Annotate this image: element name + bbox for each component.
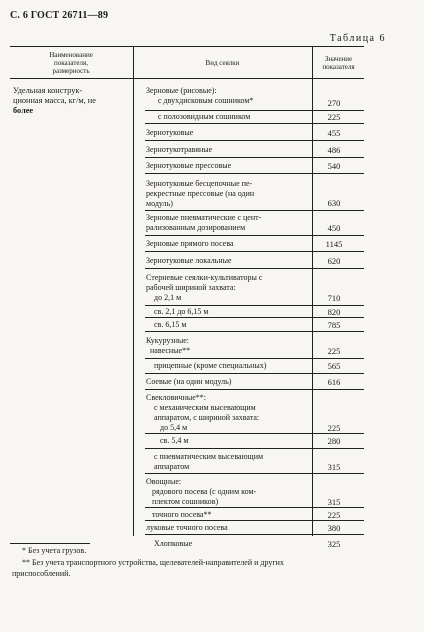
page-header: С. 6 ГОСТ 26711—89 — [10, 10, 109, 21]
seeder-type-text: Свекловичные**: — [146, 393, 207, 402]
seeder-type-text: Зерновые пневматические с цент- — [146, 213, 262, 222]
seeder-type-text: Зернотуковые бесцепочные пе- — [146, 179, 253, 188]
row-rule — [145, 373, 364, 374]
seeder-type-text: рядового посева (с одним ком- — [152, 487, 257, 496]
table-bottom-rule — [10, 543, 90, 544]
table-header-rule — [10, 78, 364, 79]
value-cell: 450 — [327, 223, 341, 233]
row-rule — [145, 389, 364, 390]
row-rule — [145, 235, 364, 236]
row-rule — [145, 448, 364, 449]
value-cell: 1145 — [325, 239, 343, 249]
column-header-value: Значение — [324, 55, 353, 63]
value-cell: 630 — [327, 198, 341, 208]
value-cell: 280 — [327, 436, 341, 446]
row-rule — [145, 520, 364, 521]
seeder-type-text: до 5,4 м — [160, 423, 188, 432]
value-cell: 225 — [327, 346, 341, 356]
seeder-type-text: точного посева** — [152, 510, 212, 519]
seeder-type-text: с двухдисковым сошником* — [158, 96, 254, 105]
footnote-2: ** Без учета транспортного устройства, щелевателей-направителей и других — [22, 558, 284, 567]
row-rule — [145, 317, 364, 318]
column-header-indicator: Наименование — [49, 51, 93, 59]
footnote-3: приспособлений. — [12, 569, 71, 578]
seeder-type-text: с пневматическим высевающим — [154, 452, 264, 461]
seeder-type-text: рализованным дозированием — [146, 223, 246, 232]
seeder-type-text: Стерневые сеялки-культиваторы с — [146, 273, 263, 282]
seeder-type-text: Хлопковые — [154, 539, 193, 548]
seeder-type-text: Зернотуковые — [146, 128, 194, 137]
column-header-value: показателя — [322, 63, 355, 71]
row-rule — [145, 473, 364, 474]
value-cell: 820 — [327, 307, 341, 317]
seeder-type-text: Соевые (на один модуль) — [146, 377, 232, 386]
value-cell: 785 — [327, 320, 341, 330]
seeder-type-text: Зернотуковые прессовые — [146, 161, 232, 170]
row-rule — [145, 534, 364, 535]
row-rule — [145, 305, 364, 306]
seeder-type-text: с полозовидным сошником — [158, 112, 251, 121]
value-cell: 620 — [327, 256, 341, 266]
row-rule — [145, 331, 364, 332]
seeder-type-text: навесные** — [150, 346, 191, 355]
seeder-type-text: Зерновые (рисовые): — [146, 86, 217, 95]
value-cell: 710 — [327, 293, 341, 303]
seeder-type-text: рекрестные прессовые (на один — [146, 189, 255, 198]
row-rule — [145, 123, 364, 124]
value-cell: 225 — [327, 112, 341, 122]
value-cell: 540 — [327, 161, 341, 171]
value-cell: 225 — [327, 510, 341, 520]
indicator-text: ционная масса, кг/м, не — [13, 96, 96, 105]
seeder-type-text: Зернотукотравяные — [146, 145, 213, 154]
seeder-type-text: аппаратом — [154, 462, 190, 471]
seeder-type-text: луковые точного посева — [146, 523, 228, 532]
table-title: Таблица 6 — [329, 33, 386, 44]
seeder-type-text: св. 5,4 м — [160, 436, 189, 445]
row-rule — [145, 358, 364, 359]
row-rule — [145, 173, 364, 174]
row-rule — [145, 268, 364, 269]
footnote-1: * Без учета грузов. — [22, 546, 87, 555]
seeder-type-text: плектом сошников) — [152, 497, 219, 506]
seeder-type-text: Зернотуковые локальные — [146, 256, 232, 265]
value-cell: 565 — [327, 361, 341, 371]
row-rule — [145, 251, 364, 252]
col-divider-1 — [133, 46, 134, 536]
value-cell: 325 — [327, 539, 341, 549]
row-rule — [145, 157, 364, 158]
seeder-type-text: модуль) — [146, 199, 173, 208]
seeder-type-text: с механическим высевающим — [154, 403, 256, 412]
column-header-indicator: размерность — [52, 67, 90, 75]
row-rule — [145, 140, 364, 141]
seeder-type-text: Овощные: — [146, 477, 182, 486]
col-divider-2 — [312, 46, 313, 536]
seeder-type-text: рабочей шириной захвата: — [146, 283, 236, 292]
value-cell: 455 — [327, 128, 341, 138]
value-cell: 616 — [327, 377, 341, 387]
row-rule — [145, 507, 364, 508]
value-cell: 315 — [327, 462, 341, 472]
row-rule — [145, 110, 364, 111]
seeder-type-text: Зерновые прямого посева — [146, 239, 234, 248]
value-cell: 315 — [327, 497, 341, 507]
column-header-seeder-type: Вид сеялки — [205, 59, 240, 67]
indicator-text: Удельная конструк- — [13, 86, 83, 95]
column-header-indicator: показателя, — [54, 59, 88, 67]
indicator-text: более — [13, 106, 34, 115]
value-cell: 486 — [327, 145, 341, 155]
seeder-type-text: Кукурузные: — [146, 336, 189, 345]
seeder-type-text: прицепные (кроме специальных) — [154, 361, 267, 370]
value-cell: 270 — [327, 98, 341, 108]
value-cell: 380 — [327, 523, 341, 533]
seeder-type-text: св. 6,15 м — [154, 320, 187, 329]
seeder-type-text: св. 2,1 до 6,15 м — [154, 307, 209, 316]
row-rule — [145, 210, 364, 211]
seeder-type-text: аппаратом, с шириной захвата: — [154, 413, 260, 422]
table-top-rule — [10, 46, 364, 47]
value-cell: 225 — [327, 423, 341, 433]
seeder-type-text: до 2,1 м — [154, 293, 182, 302]
row-rule — [145, 433, 364, 434]
